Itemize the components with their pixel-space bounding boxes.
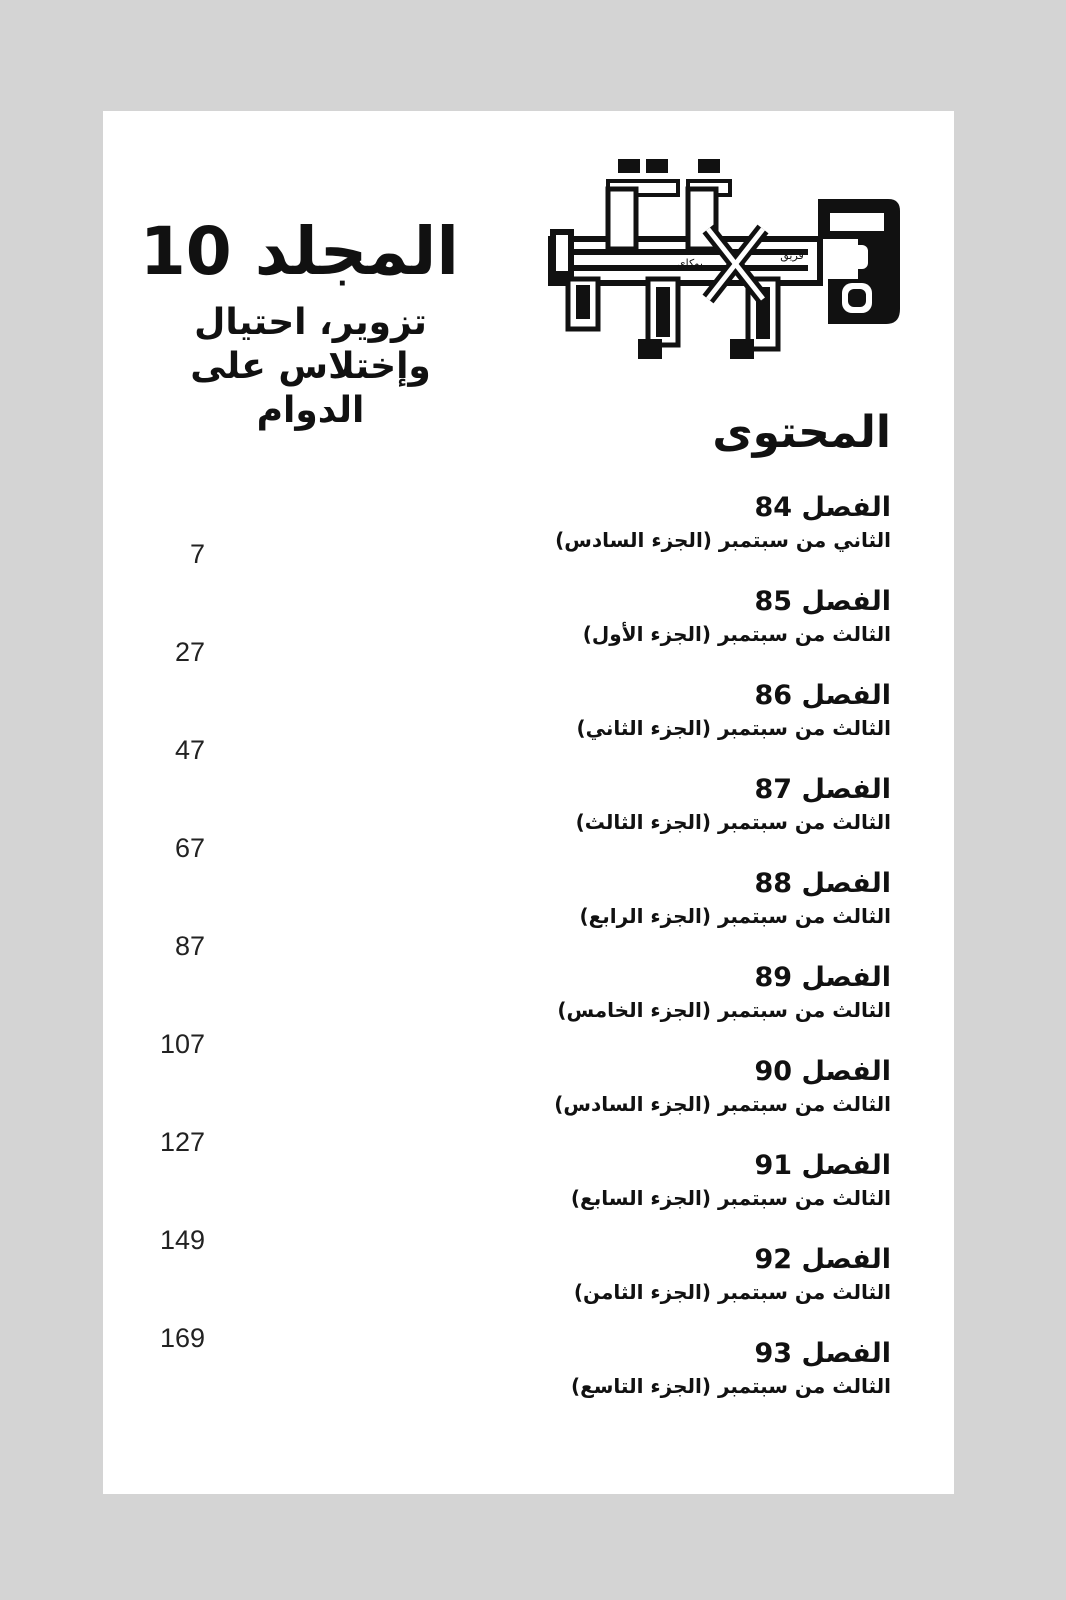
contents-heading: المحتوى bbox=[712, 407, 891, 458]
chapter-title: الفصل 92 bbox=[754, 1244, 891, 1275]
page-number: 67 bbox=[174, 833, 205, 863]
chapter-title: الفصل 85 bbox=[754, 586, 891, 617]
page-number: 149 bbox=[159, 1225, 205, 1255]
toc-entry-89[interactable] bbox=[431, 961, 891, 1025]
table-of-contents bbox=[103, 111, 954, 1494]
toc-entry-85[interactable] bbox=[431, 585, 891, 649]
chapter-title: الفصل 86 bbox=[754, 680, 891, 711]
chapter-title: الفصل 84 bbox=[754, 492, 891, 523]
chapter-subtitle: الثالث من سبتمبر (الجزء السادس) bbox=[554, 1092, 891, 1116]
page-number: 27 bbox=[174, 637, 205, 667]
chapter-title: الفصل 88 bbox=[754, 868, 891, 899]
page-number: 87 bbox=[174, 931, 205, 961]
volume-subtitle-line: تزوير، احتيال bbox=[194, 302, 427, 343]
toc-entry-86[interactable] bbox=[431, 679, 891, 743]
chapter-subtitle: الثالث من سبتمبر (الجزء الأول) bbox=[582, 622, 891, 646]
toc-entry-92[interactable] bbox=[431, 1243, 891, 1307]
chapter-subtitle: الثالث من سبتمبر (الجزء التاسع) bbox=[570, 1374, 891, 1398]
chapter-subtitle: الثالث من سبتمبر (الجزء الثاني) bbox=[576, 716, 891, 740]
toc-entry-88[interactable] bbox=[431, 867, 891, 931]
chapter-title: الفصل 89 bbox=[754, 962, 891, 993]
volume-subtitle-line: وإختلاس على bbox=[190, 346, 431, 387]
volume-subtitle-line: الدوام bbox=[256, 390, 365, 431]
chapter-subtitle: الثالث من سبتمبر (الجزء الثالث) bbox=[575, 810, 891, 834]
chapter-subtitle: الثالث من سبتمبر (الجزء الثامن) bbox=[573, 1280, 891, 1304]
chapter-title: الفصل 91 bbox=[754, 1150, 891, 1181]
toc-entry-87[interactable] bbox=[431, 773, 891, 837]
page-number: 107 bbox=[159, 1029, 205, 1059]
chapter-title: الفصل 87 bbox=[754, 774, 891, 805]
page-number: 7 bbox=[189, 539, 205, 569]
toc-entry-90[interactable] bbox=[431, 1055, 891, 1119]
toc-entry-93[interactable] bbox=[431, 1337, 891, 1401]
chapter-subtitle: الثاني من سبتمبر (الجزء السادس) bbox=[555, 528, 891, 552]
toc-entry-84[interactable] bbox=[431, 491, 891, 555]
toc-entry-91[interactable] bbox=[431, 1149, 891, 1213]
volume-title: المجلد 10 bbox=[139, 213, 459, 290]
page-sheet bbox=[103, 111, 954, 1494]
page-number: 169 bbox=[159, 1323, 205, 1353]
chapter-subtitle: الثالث من سبتمبر (الجزء السابع) bbox=[570, 1186, 891, 1210]
chapter-title: الفصل 93 bbox=[754, 1338, 891, 1369]
chapter-subtitle: الثالث من سبتمبر (الجزء الخامس) bbox=[557, 998, 891, 1022]
page-number: 127 bbox=[159, 1127, 205, 1157]
logo-team-name: يوكاي bbox=[677, 257, 703, 270]
logo-team-label: فريق bbox=[780, 249, 804, 262]
chapter-subtitle: الثالث من سبتمبر (الجزء الرابع) bbox=[579, 904, 891, 928]
page-number: 47 bbox=[174, 735, 205, 765]
chapter-title: الفصل 90 bbox=[754, 1056, 891, 1087]
